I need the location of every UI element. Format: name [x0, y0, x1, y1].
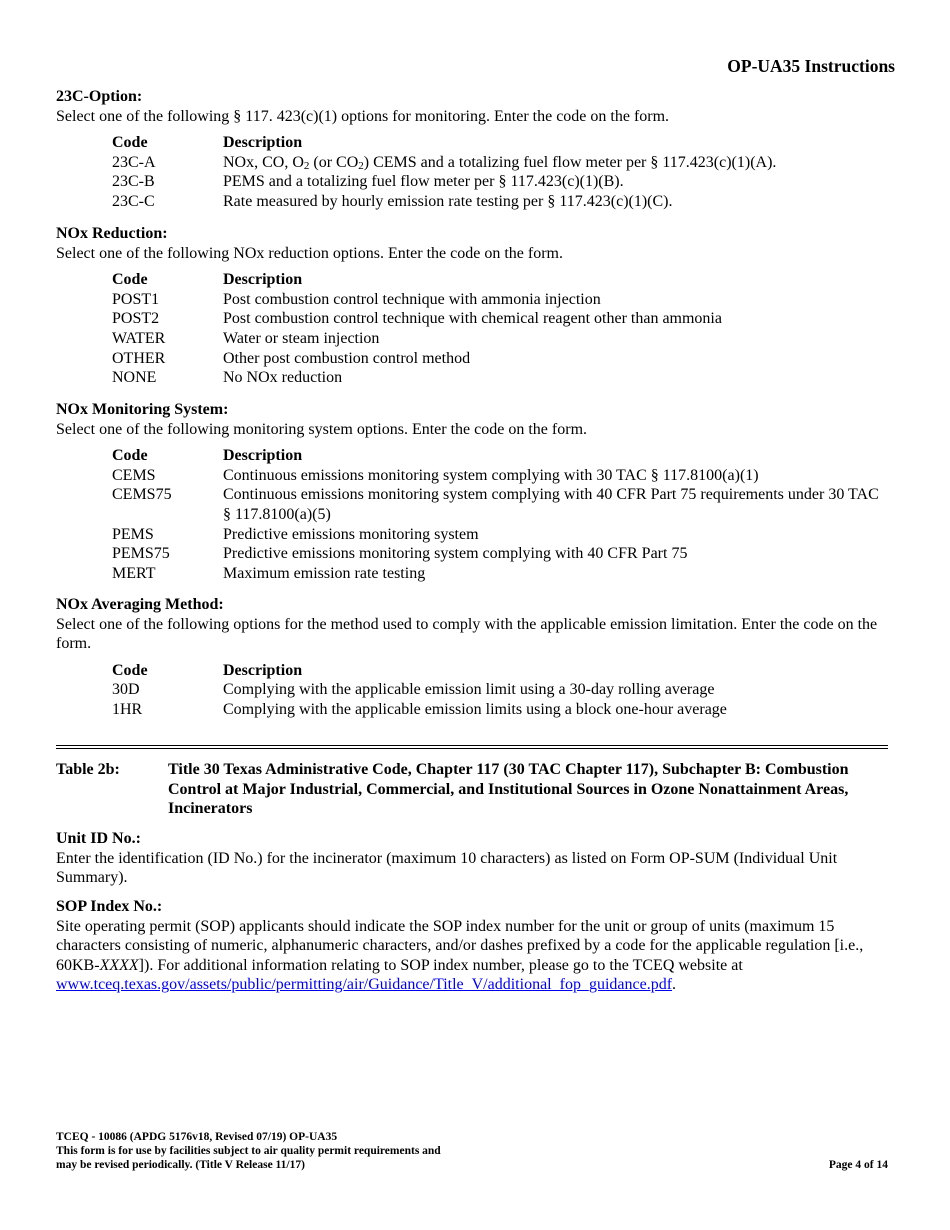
table-row: [112, 290, 883, 310]
footer-note-line-1: This form is for use by facilities subject to air quality permit requirements and: [56, 1145, 441, 1157]
table-row: [112, 329, 883, 349]
code-cell: CEMS: [112, 466, 156, 484]
subscript: 2: [358, 159, 364, 172]
description-cell: Predictive emissions monitoring system complying with 40 CFR Part 75: [223, 545, 688, 563]
tceq-guidance-link[interactable]: www.tceq.texas.gov/assets/public/permitting/air/Guidance/Title_V/additional_fop_guidance.pdf: [56, 976, 673, 994]
section-heading: NOx Averaging Method:: [56, 596, 224, 613]
section-heading: NOx Monitoring System:: [56, 401, 229, 418]
description-cell: Water or steam injection: [223, 329, 380, 347]
code-cell: 1HR: [112, 700, 143, 718]
section-heading: SOP Index No.:: [56, 898, 163, 915]
column-header-code: Code: [112, 447, 148, 465]
section-heading: 23C-Option:: [56, 88, 143, 105]
description-cell: Post combustion control technique with ammonia injection: [223, 290, 601, 308]
table-row: [112, 192, 883, 212]
description-cell: Continuous emissions monitoring system complying with 40 CFR Part 75 requirements under 30 TAC § 117.8100(a)(5): [223, 486, 879, 523]
footer-note-line-2: may be revised periodically. (Title V Release 11/17): [56, 1159, 305, 1171]
section-intro: Select one of the following monitoring system options. Enter the code on the form.: [56, 420, 588, 438]
description-cell: Complying with the applicable emission limit using a 30-day rolling average: [223, 681, 715, 699]
table-row: [112, 368, 883, 388]
table-row: [112, 153, 883, 173]
section-text: [56, 917, 890, 995]
code-cell: POST1: [112, 290, 160, 308]
section-text: Enter the identification (ID No.) for the incinerator (maximum 10 characters) as listed on Form OP-SUM (Individual Unit Summary).: [56, 849, 838, 887]
table-title: Title 30 Texas Administrative Code, Chapter 117 (30 TAC Chapter 117), Subchapter B: Combustion Control at Major Industrial, Commercial, and Institutional Sources in Ozone Nonattainment Areas, Incinerators: [168, 761, 849, 818]
table-row: [112, 700, 883, 720]
table-row: [112, 309, 883, 329]
description-cell: PEMS and a totalizing fuel flow meter per § 117.423(c)(1)(B).: [223, 173, 624, 191]
table-row: [112, 172, 883, 192]
code-cell: OTHER: [112, 349, 166, 367]
column-header-description: Description: [223, 134, 303, 152]
column-header-code: Code: [112, 271, 148, 289]
code-cell: 23C-B: [112, 173, 155, 191]
code-table: [112, 270, 883, 388]
document-page: [56, 0, 895, 1230]
code-cell: 23C-C: [112, 192, 155, 210]
table-header-row: [112, 270, 883, 290]
subscript: 2: [303, 159, 310, 172]
table-header-row: [112, 661, 883, 681]
sop-text: ]). For additional information relating to SOP index number, please go to the TCEQ website at: [138, 956, 743, 974]
section-intro: Select one of the following § 117. 423(c)(1) options for monitoring. Enter the code on the form.: [56, 107, 670, 125]
code-cell: 30D: [112, 681, 140, 699]
page-number: Page 4 of 14: [828, 1159, 888, 1171]
description-cell: Maximum emission rate testing: [223, 564, 426, 582]
table-row: [112, 544, 883, 564]
code-cell: PEMS75: [112, 545, 170, 563]
code-cell: CEMS75: [112, 486, 172, 504]
table-row: [112, 485, 883, 524]
footer-form-id: TCEQ - 10086 (APDG 5176v18, Revised 07/19) OP-UA35: [56, 1131, 338, 1143]
section-heading: Unit ID No.:: [56, 830, 141, 847]
description-cell: Rate measured by hourly emission rate testing per § 117.423(c)(1)(C).: [223, 192, 673, 210]
column-header-code: Code: [112, 661, 148, 679]
table-header-row: [112, 133, 883, 153]
code-cell: WATER: [112, 329, 166, 347]
column-header-description: Description: [223, 661, 303, 679]
table-row: [112, 680, 883, 700]
double-divider-rule: [56, 745, 888, 749]
column-header-code: Code: [112, 134, 148, 152]
table-header-row: [112, 446, 883, 466]
code-cell: POST2: [112, 310, 160, 328]
table-row: [112, 466, 883, 486]
page-header-title: OP-UA35 Instructions: [727, 56, 895, 76]
column-header-description: Description: [223, 447, 303, 465]
description-cell: Other post combustion control method: [223, 349, 471, 367]
code-table: [112, 446, 883, 583]
code-cell: NONE: [112, 369, 157, 387]
description-cell: No NOx reduction: [223, 369, 343, 387]
table-row: [112, 564, 883, 584]
code-cell: MERT: [112, 564, 156, 582]
column-header-description: Description: [223, 271, 303, 289]
sop-text-italic: XXXX: [99, 956, 139, 974]
description-cell: Predictive emissions monitoring system: [223, 525, 479, 543]
sop-text: .: [672, 976, 677, 994]
description-cell: Continuous emissions monitoring system complying with 30 TAC § 117.8100(a)(1): [223, 466, 759, 484]
code-table: [112, 661, 883, 720]
description-text: NOx, CO, O: [223, 153, 304, 171]
section-nox-reduction: [56, 224, 890, 388]
table-label: Table 2b:: [56, 761, 120, 778]
description-text: ) CEMS and a totalizing fuel flow meter per § 117.423(c)(1)(A).: [363, 153, 777, 171]
description-text: (or CO: [309, 153, 359, 171]
description-cell: Complying with the applicable emission limits using a block one-hour average: [223, 700, 727, 718]
table-row: [112, 349, 883, 369]
code-table: [112, 133, 883, 211]
code-cell: 23C-A: [112, 153, 156, 171]
code-cell: PEMS: [112, 525, 154, 543]
section-nox-monitoring-system: [56, 400, 890, 583]
section-23c-option: [56, 87, 890, 212]
sop-text: Site operating permit (SOP) applicants should indicate the SOP index number for the unit or group of units (maximum 15 characters consisting of numeric, alphanumeric characters, and/or dashes prefixed by a code for the applicable regulation [i.e., 60KB-: [56, 917, 864, 974]
table-row: [112, 525, 883, 545]
description-cell: Post combustion control technique with chemical reagent other than ammonia: [223, 310, 722, 328]
section-intro: Select one of the following NOx reduction options. Enter the code on the form.: [56, 244, 563, 262]
section-heading: NOx Reduction:: [56, 225, 168, 242]
section-nox-averaging-method: [56, 595, 890, 720]
page-footer: [56, 1130, 888, 1172]
section-unit-id: [56, 829, 890, 888]
section-sop-index: [56, 897, 890, 995]
description-cell: [223, 153, 883, 173]
section-intro: Select one of the following options for the method used to comply with the applicable emission limitation. Enter the code on the form.: [56, 615, 878, 653]
